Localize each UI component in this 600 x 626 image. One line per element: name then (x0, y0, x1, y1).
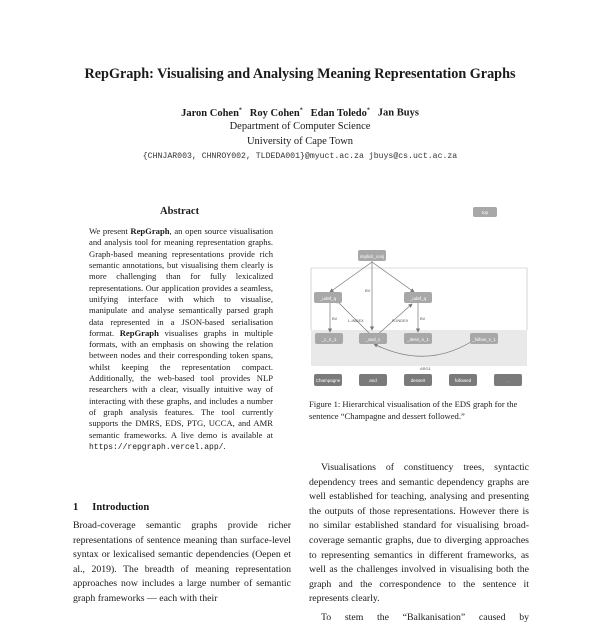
edge-label: BV (332, 316, 338, 321)
section-heading: 1 Introduction (73, 502, 150, 513)
figure-caption: Figure 1: Hierarchical visualisation of the EDS graph for the sentence “Champagne and dessert followed.” (309, 399, 518, 421)
edge-label: BV (420, 316, 426, 321)
svg-text:_udef_q: _udef_q (409, 296, 427, 301)
paper-title: RepGraph: Visualising and Analysing Meaning Representation Graphs (84, 66, 516, 82)
svg-text:top: top (481, 210, 489, 215)
affiliation-department: Department of Computer Science (229, 121, 371, 132)
abstract-body: We present RepGraph, an open source visualisation and analysis tool for meaning representation graphs. Graph-based meaning representations provide rich semantic annotations, but visualising them clearly is more challenging than for fully lexicalized representations. Our application provides a seamless, unifying interface with which to visualise, manipulate and analyse semantically parsed graph data represented in a JSON-based serialisation format. RepGraph visualises graphs in multiple formats, with an emphasis on showing the relation between nodes and their corresponding token spans, whilst keeping the representation compact. Additionally, the web-based tool provides NLP researchers with a clear, visually intuitive way of interacting with these graphs, and includes a number of graph analysis features. The tool currently supports the DMRS, EDS, PTG, UCCA, and AMR semantic frameworks. A live demo is available at https://repgraph.vercel.app/. (89, 226, 273, 452)
svg-text:implicit_conj: implicit_conj (359, 254, 385, 259)
svg-text:followed: followed (454, 378, 472, 383)
edge-label: ARG1 (420, 366, 431, 371)
svg-text:.: . (507, 378, 509, 383)
svg-text:_and_c: _and_c (365, 337, 381, 342)
svg-text:_dess_n_1: _dess_n_1 (406, 337, 430, 342)
abstract-heading: Abstract (160, 206, 200, 217)
author-name: Jan Buys (377, 107, 419, 119)
svg-text:_udef_q: _udef_q (319, 296, 337, 301)
author-name: Jaron Cohen* (181, 107, 242, 119)
edge-label: R-INDEX (392, 318, 409, 323)
svg-text:and: and (369, 378, 377, 383)
right-column-text: Visualisations of constituency trees, syntactic dependency trees and semantic dependency graphs are well established for teaching, analysing and presenting the outputs of those representations. However there is no similar established standard for visualising broad-coverage semantic graphs, due to diverging approaches to representing semantics in different frameworks, as well as the challenges involved in visualising both the graph and the correspondence to the sentence it represents clearly. To stem the “Balkanisation” caused by (309, 462, 529, 623)
demo-link[interactable]: https://repgraph.vercel.app/ (89, 442, 224, 452)
svg-text:_c_n_1: _c_n_1 (321, 337, 337, 342)
svg-text:_follow_v_1: _follow_v_1 (472, 337, 496, 342)
svg-text:dessert: dessert (410, 378, 426, 383)
edge-line (372, 262, 414, 292)
intro-paragraph: Broad-coverage semantic graphs provide richer representations of sentence meaning than surface-level syntax or lexicalised semantic dependencies (Oepen et al., 2019). The breadth of meaning representation approaches now includes a large number of semantic graph frameworks — each with their (73, 520, 291, 604)
affiliation-university: University of Cape Town (246, 136, 354, 147)
author-emails: {CHNJAR003, CHNROY002, TLDEDA001}@myuct.ac.za jbuys@cs.uct.ac.za (142, 152, 458, 161)
edge-label: BV (365, 288, 371, 293)
edge-label: L-INDEX (348, 318, 364, 323)
svg-text:Champagne: Champagne (315, 378, 341, 383)
author-name: Roy Cohen* (249, 107, 303, 119)
author-name: Edan Toledo* (310, 107, 370, 119)
